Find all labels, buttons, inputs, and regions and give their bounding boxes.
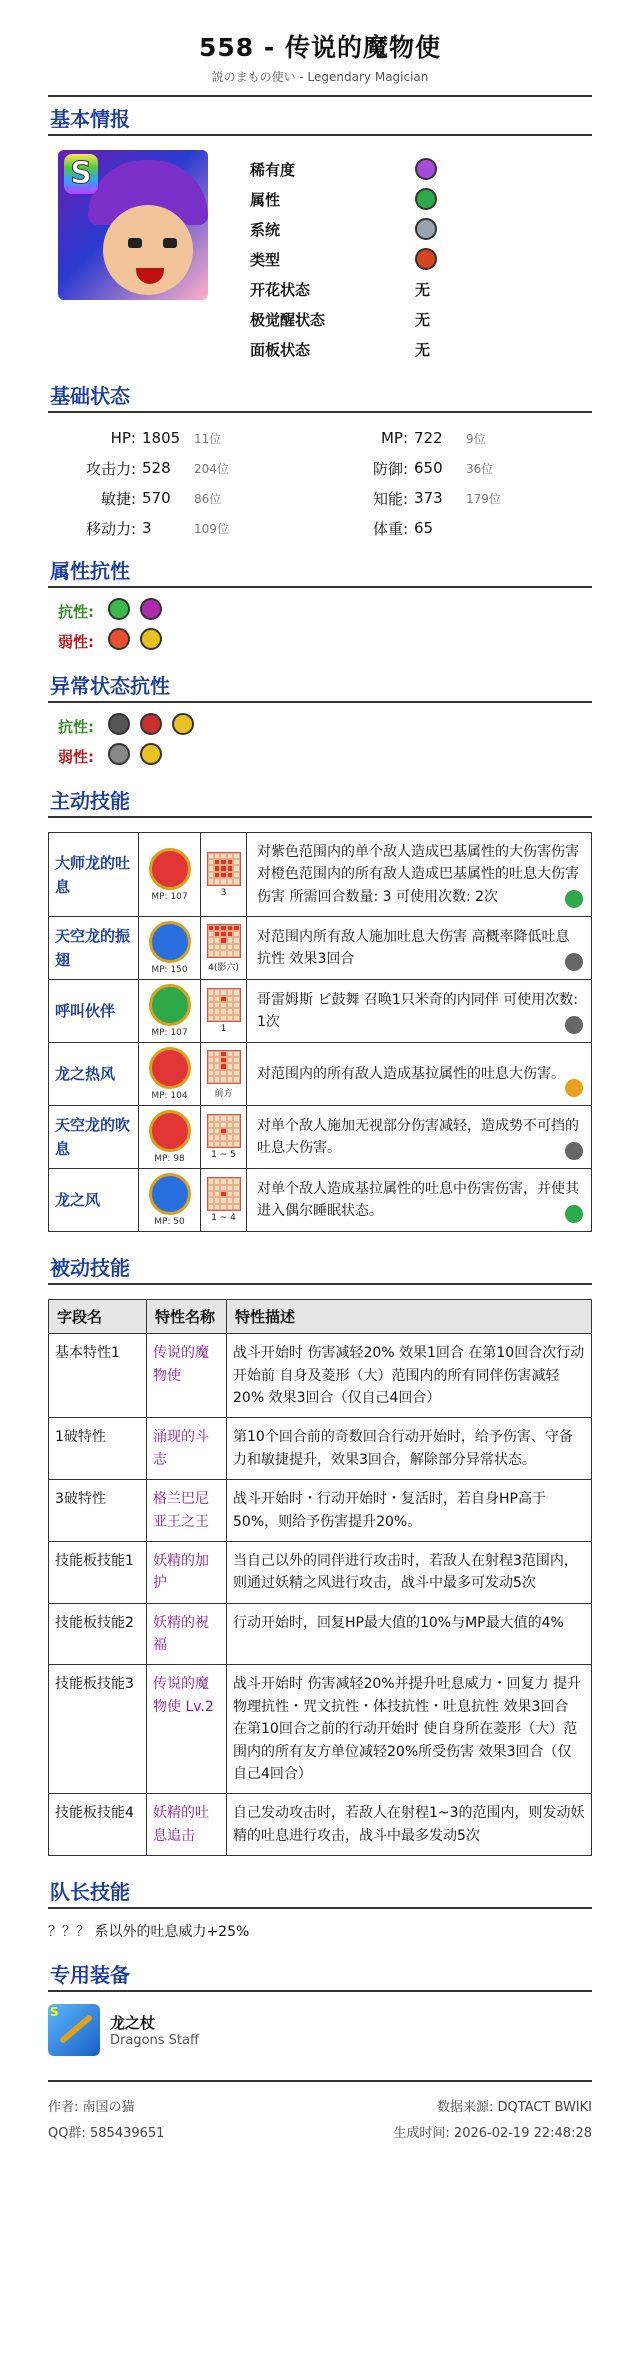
- section-title-active: 主动技能: [48, 779, 592, 818]
- passive-header-cell: 特性描述: [227, 1300, 592, 1334]
- basic-info-row: [250, 274, 437, 304]
- skill-desc: [247, 1106, 592, 1169]
- skill-range-label: 3: [220, 887, 227, 898]
- passive-row: [49, 1665, 592, 1794]
- qq-value: 585439651: [90, 2125, 165, 2141]
- abnormal-good-label: 抗性:: [58, 717, 94, 736]
- skill-orb-icon: [149, 1047, 191, 1089]
- passive-row: [49, 1418, 592, 1480]
- passive-desc: 当自己以外的同伴进行攻击时，若敌人在射程3范围内，则通过妖精之风进行攻击，战斗中最多可发动5次: [227, 1541, 592, 1603]
- qq-label: QQ群:: [48, 2125, 86, 2141]
- stat-label: 移动力:: [85, 519, 136, 538]
- basic-info-row: [250, 214, 437, 244]
- skill-range-cell: [201, 1043, 247, 1106]
- character-portrait: [58, 150, 208, 300]
- stats-section: [48, 374, 592, 549]
- passive-row: [49, 1541, 592, 1603]
- skill-range-label: 1: [220, 1024, 227, 1035]
- skill-icon-cell: [139, 833, 201, 917]
- skill-range-label: 1 ~ 4: [211, 1213, 236, 1224]
- stat-rank: 36位: [466, 461, 494, 476]
- skill-desc-text: 对范围内的所有敌人造成基拉属性的吐息大伤害。: [257, 1065, 565, 1082]
- skill-range-label: 4(影六): [208, 962, 239, 973]
- element-icon: [565, 1079, 583, 1097]
- stat-value: 65: [414, 519, 434, 537]
- leader-skill-text: ？？？ 系以外的吐息威力+25%: [48, 1924, 250, 1941]
- attr-weak-icon: [140, 628, 162, 650]
- skill-desc-text: 对范围内所有敌人施加吐息大伤害 高概率降低吐息抗性 效果3回合: [257, 928, 570, 968]
- skill-name: 龙之热风: [49, 1043, 139, 1106]
- passive-field: 技能板技能3: [49, 1665, 147, 1794]
- skill-desc-text: 哥雷姆斯 ピ鼓舞 召唤1只米奇的内同伴 可使用次数: 1次: [257, 991, 578, 1031]
- skill-mp: MP: 50: [154, 1217, 185, 1228]
- footer: [48, 2080, 592, 2144]
- stat-value: 650: [414, 459, 443, 477]
- passive-desc: 战斗开始时 伤害减轻20% 效果1回合 在第10回合次行动开始前 自身及菱形（大）范围内的所有同伴伤害减轻20% 效果3回合（仅自己4回合）: [227, 1334, 592, 1418]
- equip-en-name: Dragons Staff: [110, 2033, 199, 2049]
- basic-info-key: 属性: [250, 190, 281, 209]
- skill-desc-text: 对紫色范围内的单个敌人造成巴基属性的大伤害伤害 对橙色范围内的所有敌人造成巴基属性的吐息大伤害伤害 所需回合数量: 3 可使用次数: 2次: [257, 844, 579, 905]
- passive-skills-section: [48, 1246, 592, 1856]
- skill-mp: MP: 98: [154, 1154, 185, 1165]
- stat-rank: 9位: [466, 431, 486, 446]
- passive-row: [49, 1794, 592, 1856]
- abnormal-resist-section: [48, 664, 592, 779]
- skill-icon-cell: [139, 980, 201, 1043]
- stats-list: [48, 413, 592, 549]
- stat-rank: 11位: [194, 431, 222, 446]
- stat-label: 攻击力:: [85, 459, 136, 478]
- stat-label: 防御:: [372, 459, 408, 478]
- stat-value: 528: [142, 459, 171, 477]
- skill-mp: MP: 107: [151, 1028, 188, 1039]
- stat-label: MP:: [380, 429, 408, 447]
- equip-name: 龙之杖: [110, 2014, 156, 2033]
- attr-resist-section: [48, 549, 592, 664]
- passive-name: 妖精的加护: [147, 1541, 227, 1603]
- basic-info-key: 类型: [250, 250, 281, 269]
- stat-item: [320, 429, 592, 447]
- stat-value: 722: [414, 429, 443, 447]
- basic-info-key: 极觉醒状态: [250, 310, 326, 329]
- passive-desc: 战斗开始时・行动开始时・复活时，若自身HP高于50%，则给予伤害提升20%。: [227, 1480, 592, 1542]
- basic-info-section: [48, 97, 592, 374]
- basic-info-list: [250, 150, 437, 364]
- attr-bad-label: 弱性:: [58, 632, 94, 651]
- stats-row: [48, 423, 592, 453]
- section-title-abnormal: 异常状态抗性: [48, 664, 592, 703]
- skill-mp: MP: 150: [151, 965, 188, 976]
- stat-item: [48, 488, 320, 509]
- skill-orb-icon: [149, 1110, 191, 1152]
- time-value: 2026-02-19 22:48:28: [453, 2125, 592, 2141]
- author-label: 作者:: [48, 2099, 79, 2115]
- stat-item: [48, 429, 320, 447]
- range-grid-icon: [207, 924, 241, 958]
- stat-value: 3: [142, 519, 152, 537]
- time-label: 生成时间:: [393, 2125, 450, 2141]
- stat-item: [48, 458, 320, 479]
- passive-name: 传说的魔物使: [147, 1334, 227, 1418]
- passive-header-row: [49, 1300, 592, 1334]
- passive-skills-table: [48, 1299, 592, 1856]
- source-value: DQTACT BWIKI: [497, 2099, 592, 2115]
- skill-orb-icon: [149, 848, 191, 890]
- basic-info-key: 系统: [250, 220, 281, 239]
- passive-field: 基本特性1: [49, 1334, 147, 1418]
- range-grid-icon: [207, 852, 241, 886]
- stat-item: [48, 518, 320, 539]
- stat-rank: 204位: [194, 461, 229, 476]
- passive-name: 涌现的斗志: [147, 1418, 227, 1480]
- skill-range-cell: [201, 1169, 247, 1232]
- active-skill-row: [49, 833, 592, 917]
- skill-mp: MP: 104: [151, 1091, 188, 1102]
- skill-icon-cell: [139, 1043, 201, 1106]
- skill-icon-cell: [139, 917, 201, 980]
- passive-row: [49, 1480, 592, 1542]
- basic-info-row: [250, 244, 437, 274]
- section-title-leader: 队长技能: [48, 1870, 592, 1909]
- section-title-basic: 基本情报: [48, 97, 592, 136]
- section-title-equip: 专用装备: [48, 1953, 592, 1992]
- stats-row: [48, 453, 592, 483]
- skill-desc-text: 对单个敌人造成基拉属性的吐息中伤害伤害，并使其进入偶尔睡眠状态。: [257, 1180, 579, 1220]
- basic-info-row: [250, 154, 437, 184]
- staff-icon: S: [48, 2004, 100, 2056]
- abnormal-weak-icon: [140, 743, 162, 765]
- section-title-passive: 被动技能: [48, 1246, 592, 1285]
- skill-range-cell: [201, 1106, 247, 1169]
- skill-range-label: 前方: [214, 1088, 233, 1099]
- passive-field: 1破特性: [49, 1418, 147, 1480]
- type-flame-icon: [415, 248, 437, 270]
- stat-label: HP:: [110, 429, 136, 447]
- basic-info-row: [250, 334, 437, 364]
- basic-info-value: 无: [415, 310, 431, 329]
- skill-name: 呼叫伙伴: [49, 980, 139, 1043]
- active-skills-table: [48, 832, 592, 1232]
- stat-rank: 109位: [194, 521, 229, 536]
- skill-range-cell: [201, 980, 247, 1043]
- passive-header-cell: 字段名: [49, 1300, 147, 1334]
- skill-range-cell: [201, 833, 247, 917]
- passive-desc: 行动开始时，回复HP最大值的10%与MP最大值的4%: [227, 1603, 592, 1665]
- equip-section: [48, 1953, 592, 2066]
- skill-orb-icon: [149, 984, 191, 1026]
- passive-name: 传说的魔物使 Lv.2: [147, 1665, 227, 1794]
- attr-weak-icon: [108, 628, 130, 650]
- active-skill-row: [49, 1169, 592, 1232]
- stats-row: [48, 513, 592, 543]
- abnormal-weak-icon: [108, 743, 130, 765]
- basic-info-row: [250, 184, 437, 214]
- stat-value: 1805: [142, 429, 181, 447]
- passive-desc: 第10个回合前的奇数回合行动开始时，给予伤害、守备力和敏捷提升，效果3回合，解除部分异常状态。: [227, 1418, 592, 1480]
- skill-desc: [247, 980, 592, 1043]
- passive-field: 技能板技能4: [49, 1794, 147, 1856]
- section-title-attr: 属性抗性: [48, 549, 592, 588]
- rarity-s-badge-icon: S: [64, 154, 98, 194]
- skill-desc-text: 对单个敌人施加无视部分伤害减轻，造成势不可挡的吐息大伤害。: [257, 1117, 579, 1157]
- rarity-s-icon: [415, 158, 437, 180]
- passive-name: 妖精的吐息追击: [147, 1794, 227, 1856]
- attr-resist-icon: [108, 598, 130, 620]
- stat-rank: 179位: [466, 491, 501, 506]
- passive-desc: 自己发动攻击时，若敌人在射程1~3的范围内，则发动妖精的吐息进行攻击，战斗中最多发动5次: [227, 1794, 592, 1856]
- active-skill-row: [49, 1106, 592, 1169]
- stat-label: 敏捷:: [100, 489, 136, 508]
- active-skill-row: [49, 1043, 592, 1106]
- skill-icon-cell: [139, 1169, 201, 1232]
- passive-row: [49, 1334, 592, 1418]
- source-label: 数据来源:: [436, 2099, 494, 2115]
- skill-desc: [247, 1043, 592, 1106]
- passive-name: 格兰巴尼亚王之王: [147, 1480, 227, 1542]
- system-shield-icon: [415, 218, 437, 240]
- abnormal-resist-icon: [140, 713, 162, 735]
- attr-good-label: 抗性:: [58, 602, 94, 621]
- passive-row: [49, 1603, 592, 1665]
- stat-item: [320, 458, 592, 479]
- skill-name: 天空龙的吹息: [49, 1106, 139, 1169]
- abnormal-bad-label: 弱性:: [58, 747, 94, 766]
- passive-field: 技能板技能1: [49, 1541, 147, 1603]
- stat-value: 373: [414, 489, 443, 507]
- basic-info-key: 开花状态: [250, 280, 311, 299]
- stat-label: 体重:: [372, 519, 408, 538]
- range-grid-icon: [207, 1050, 241, 1084]
- element-icon: [565, 890, 583, 908]
- element-icon: [565, 1016, 583, 1034]
- attribute-green-icon: [415, 188, 437, 210]
- range-grid-icon: [207, 988, 241, 1022]
- page-title: 558 - 传说的魔物使: [199, 33, 441, 62]
- leader-skill-section: [48, 1870, 592, 1953]
- skill-desc: [247, 917, 592, 980]
- passive-header-cell: 特性名称: [147, 1300, 227, 1334]
- skill-range-label: 1 ~ 5: [211, 1150, 236, 1161]
- section-title-stats: 基础状态: [48, 374, 592, 413]
- skill-name: 龙之风: [49, 1169, 139, 1232]
- basic-info-key: 面板状态: [250, 340, 311, 359]
- abnormal-resist-icon: [108, 713, 130, 735]
- active-skill-row: [49, 917, 592, 980]
- element-icon: [565, 1205, 583, 1223]
- active-skills-section: [48, 779, 592, 1232]
- skill-desc: [247, 833, 592, 917]
- passive-desc: 战斗开始时 伤害减轻20%并提升吐息威力・回复力 提升物理抗性・咒文抗性・体技抗性・吐息抗性 效果3回合 在第10回合之前的行动开始时 使自身所在菱形（大）范围内的所有友方单位减轻20%所受伤害 效果3回合（仅自己4回合）: [227, 1665, 592, 1794]
- stat-item: [320, 488, 592, 509]
- skill-orb-icon: [149, 1173, 191, 1215]
- skill-desc: [247, 1169, 592, 1232]
- passive-field: 技能板技能2: [49, 1603, 147, 1665]
- stat-item: [320, 518, 592, 539]
- active-skill-row: [49, 980, 592, 1043]
- author-value: 南国の猫: [82, 2099, 135, 2115]
- basic-info-value: 无: [415, 340, 431, 359]
- attr-resist-icon: [140, 598, 162, 620]
- skill-name: 大师龙的吐息: [49, 833, 139, 917]
- passive-name: 妖精的祝福: [147, 1603, 227, 1665]
- range-grid-icon: [207, 1177, 241, 1211]
- basic-info-row: [250, 304, 437, 334]
- range-grid-icon: [207, 1114, 241, 1148]
- stat-rank: 86位: [194, 491, 222, 506]
- page-subtitle: 説のまもの使い - Legendary Magician: [211, 70, 429, 84]
- skill-mp: MP: 107: [151, 891, 188, 902]
- element-icon: [565, 953, 583, 971]
- abnormal-resist-icon: [172, 713, 194, 735]
- skill-icon-cell: [139, 1106, 201, 1169]
- skill-name: 天空龙的振翅: [49, 917, 139, 980]
- passive-field: 3破特性: [49, 1480, 147, 1542]
- basic-info-value: 无: [415, 280, 431, 299]
- skill-range-cell: [201, 917, 247, 980]
- skill-orb-icon: [149, 921, 191, 963]
- stats-row: [48, 483, 592, 513]
- basic-info-key: 稀有度: [250, 160, 296, 179]
- element-icon: [565, 1142, 583, 1160]
- stat-label: 知能:: [372, 489, 408, 508]
- stat-value: 570: [142, 489, 171, 507]
